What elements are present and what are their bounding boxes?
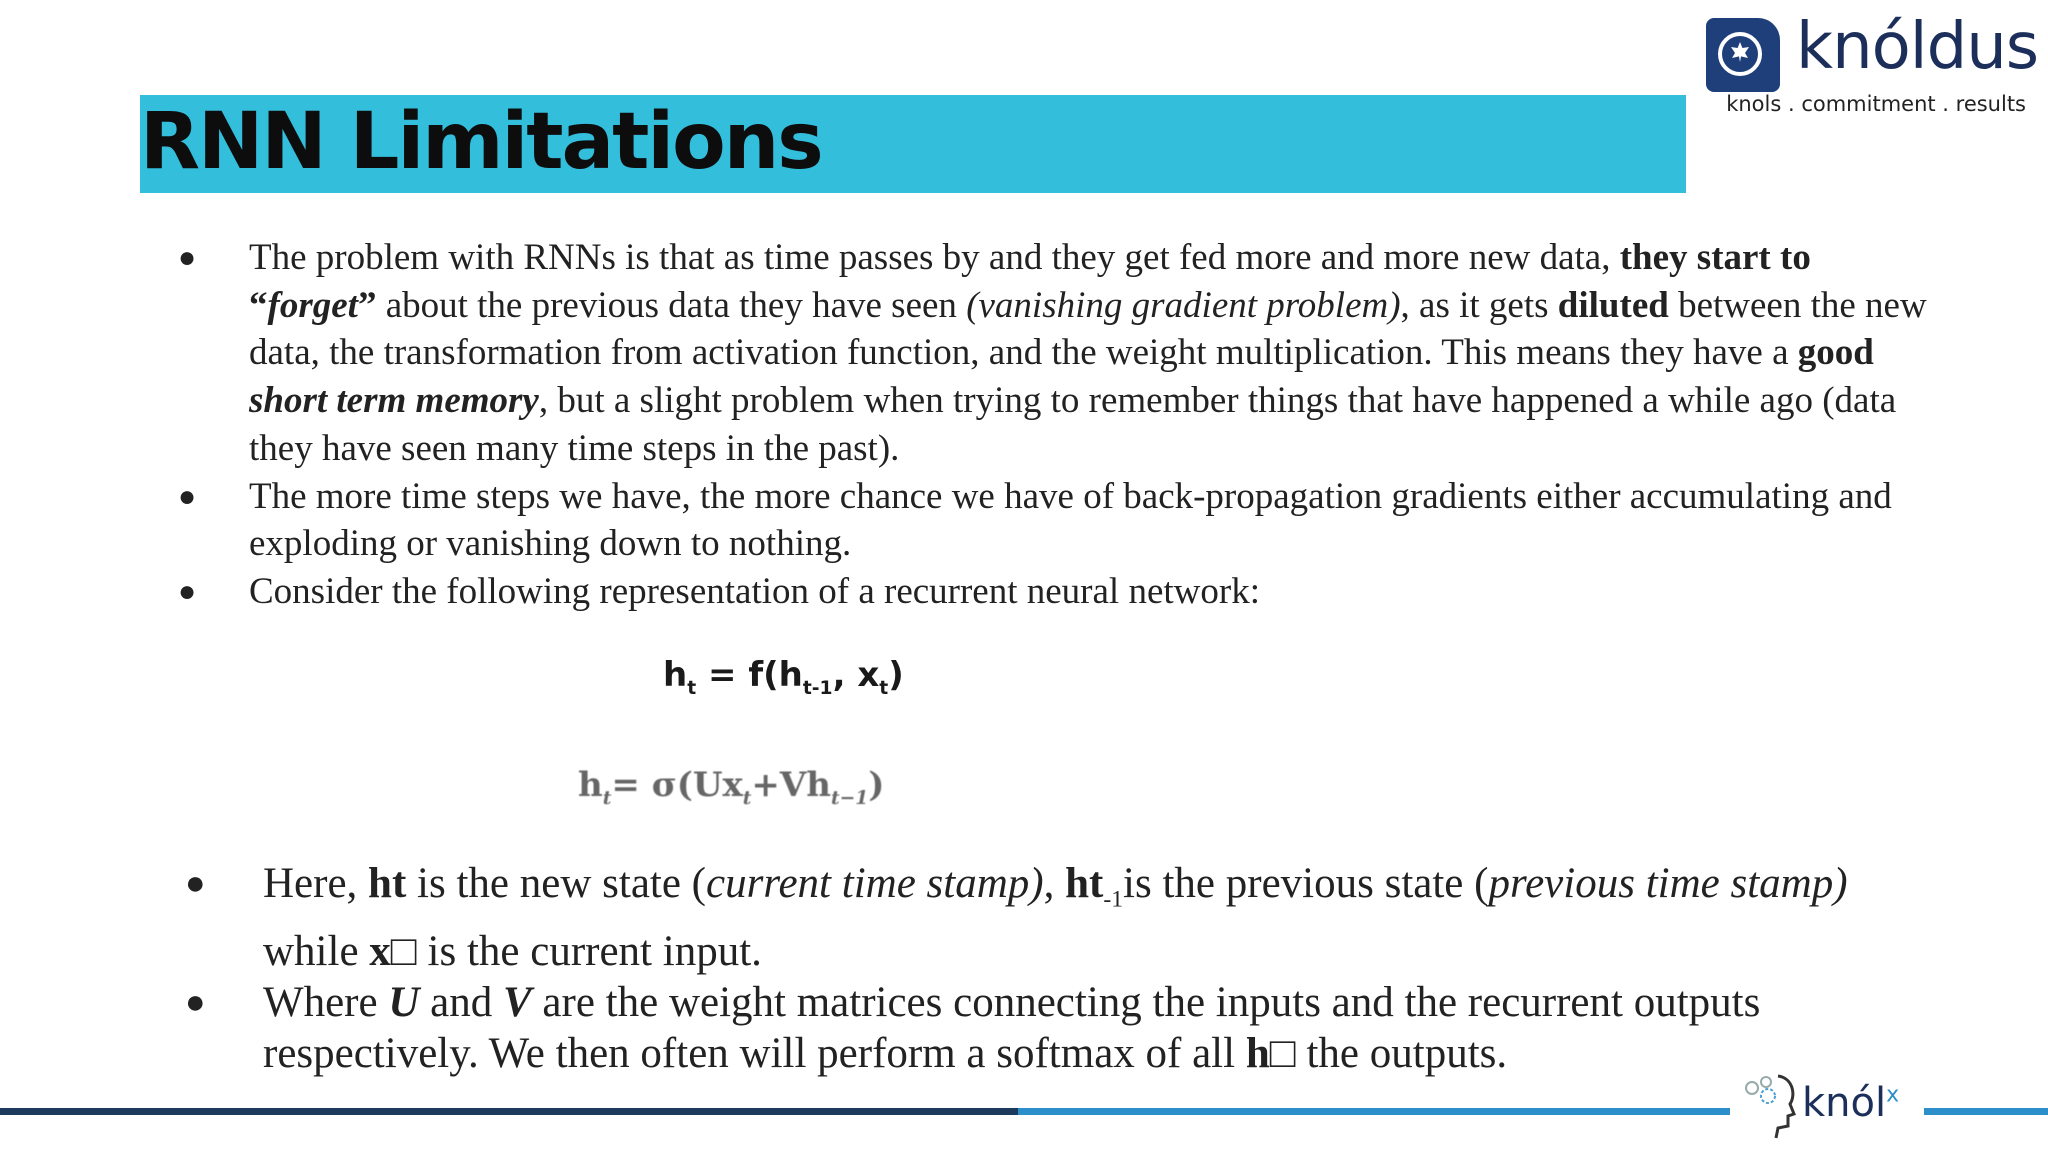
bullet-dot-icon: ●: [185, 983, 206, 1021]
maple-leaf-badge-icon: [1706, 18, 1780, 92]
knoldus-logo: [1706, 10, 2039, 126]
list-item: ● The more time steps we have, the more chance we have of back-propagation gradients either accumulating and exploding or vanishing down to nothing.: [0, 473, 1939, 568]
bullet-dot-icon: ●: [178, 241, 197, 274]
head-gears-icon: [1738, 1070, 1798, 1140]
formula-hidden-state: $h_t= \sigma(Ux_t+Vh_{t-1})$: [578, 765, 885, 809]
slide-title: RNN Limitations: [140, 97, 822, 187]
footer-bar-dark: [0, 1108, 1018, 1115]
bullet-dot-icon: ●: [178, 574, 197, 608]
list-item: ● Consider the following representation of a recurrent neural network:: [0, 568, 1939, 616]
formula-recurrence: $h_t = f(h_{t-1}$, $x_t$): [663, 655, 904, 699]
logo-wordmark: knóldus: [1796, 10, 2039, 84]
list-item: ● Here, ht is the new state (current time stamp), $ht_{-1}is$ the previous state (previous time stamp) while x□ is the current input.: [185, 860, 1848, 975]
knolx-wordmark: knól$^x$: [1802, 1080, 1900, 1126]
list-item: ● Where U and V are the weight matrices connecting the inputs and the recurrent outputs respectively. We then often will perform a softmax of all h□ the outputs.: [185, 978, 1761, 1077]
bullet-dot-icon: ●: [178, 479, 197, 513]
knolx-logo: [1730, 1052, 1924, 1152]
logo-tagline: knols . commitment . results: [1726, 92, 2026, 116]
top-bullet-list: [0, 234, 1950, 616]
list-item: ● The problem with RNNs is that as time passes by and they get fed more and more new data, they start to “forget” about the previous data they have seen (vanishing gradient problem), as it gets diluted between the new data, the transformation from activation function, and the weight multiplication. This means they have a good short term memory, but a slight problem when trying to remember things that have happened a while ago (data they have seen many time steps in the past).: [0, 234, 1939, 473]
bullet-dot-icon: ●: [185, 865, 206, 902]
bottom-bullet-list: [0, 858, 1943, 1079]
